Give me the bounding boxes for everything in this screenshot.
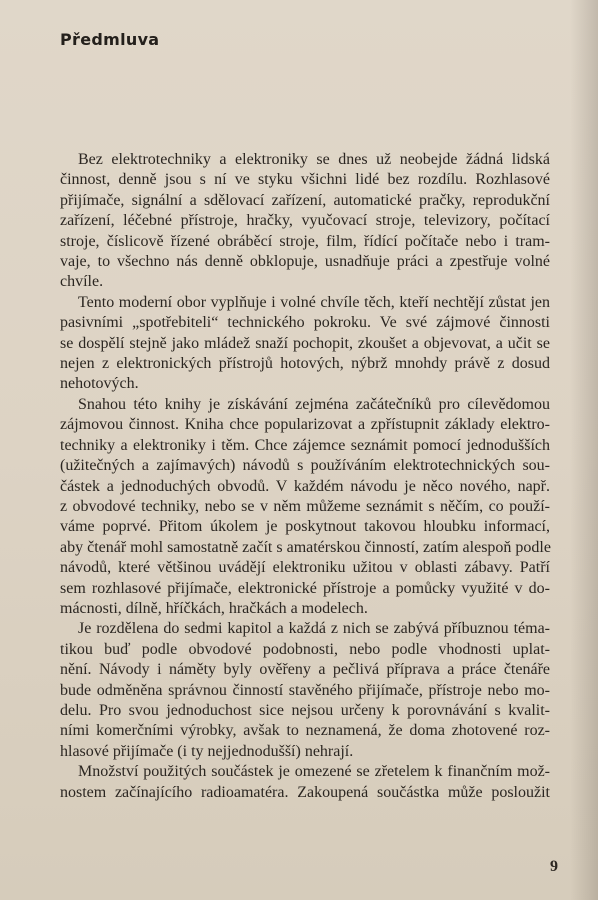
text-line: váme poprvé. Přitom úkolem je poskytnout takovou hloubku informací, <box>60 518 550 536</box>
text-line: vaje, to všechno nás denně obklopuje, usnadňuje práci a zpestřuje volné <box>60 253 550 271</box>
page-edge-shadow <box>570 0 598 900</box>
text-line: z obvodové techniky, nebo se v něm můžeme seznámit s něčím, co použí- <box>60 497 550 515</box>
text-line: bude odměněna správnou činností stavěného přijímače, přístroje nebo mo- <box>60 681 550 699</box>
text-line: Je rozdělena do sedmi kapitol a každá z nich se zabývá příbuznou téma- <box>78 620 550 638</box>
text-line: částek a jednoduchých obvodů. V každém návodu je něco nového, např. <box>60 477 550 495</box>
paragraph <box>60 293 550 395</box>
text-line: techniky a elektroniky i těm. Chce zájemce seznámit pomocí jednodušších <box>60 436 550 454</box>
text-line: návodů, které většinou uvádějí elektroniku užitou v oblasti zábavy. Patří <box>60 559 550 577</box>
text-line: aby čtenář mohl samostatně začít s amatérskou činností, zatím alespoň podle <box>60 538 551 556</box>
text-line: nejen z elektronických přístrojů hotových, nýbrž mnohdy právě z dosud <box>60 355 550 373</box>
text-line: ními komerčními výrobky, avšak to neznamená, že doma zhotovené roz- <box>60 722 550 740</box>
text-line: Tento moderní obor vyplňuje i volné chvíle těch, kteří nechtějí zůstat jen <box>78 293 550 311</box>
paragraph <box>60 150 550 293</box>
text-line: tikou buď podle obvodové podobnosti, nebo podle vhodnosti uplat- <box>60 640 550 658</box>
text-line: Bez elektrotechniky a elektroniky se dnes už neobejde žádná lidská <box>78 151 550 168</box>
text-line: mácnosti, dílně, hříčkách, hračkách a modelech. <box>60 599 368 617</box>
page-body <box>60 150 550 803</box>
paragraph <box>60 395 550 619</box>
page-heading: Předmluva <box>60 30 160 49</box>
text-line: delu. Pro svou jednoduchost sice nejsou určeny k porovnávání s kvalit- <box>60 701 550 719</box>
text-line: přijímače, signální a sdělovací zařízení, automatické pračky, reprodukční <box>60 191 550 209</box>
paragraph <box>60 619 550 762</box>
text-line: zařízení, léčebné přístroje, hračky, vyučovací stroje, televizory, počítací <box>60 212 550 230</box>
text-line: zájmovou činnost. Kniha chce popularizovat a zpřístupnit základy elektro- <box>60 416 550 434</box>
text-line: Snahou této knihy je získávání zejména začátečníků pro cílevědomou <box>78 395 550 413</box>
text-line: činnost, denně jsou s ní ve styku všichni lidé bez rozdílu. Rozhlasové <box>60 171 550 189</box>
text-line: stroje, číslicově řízené obráběcí stroje, film, řídící počítače nebo i tram- <box>60 232 550 250</box>
text-line: Množství použitých součástek je omezené se zřetelem k finančním mož- <box>78 763 550 781</box>
paragraph <box>60 762 550 803</box>
text-line: hlasové přijímače (i ty nejjednodušší) nehrají. <box>60 742 354 760</box>
text-line: nehotových. <box>60 375 139 393</box>
text-line: sem rozhlasové přijímače, elektronické přístroje a pomůcky využité v do- <box>60 579 550 597</box>
text-line: chvíle. <box>60 273 104 291</box>
text-line: pasivními „spotřebiteli“ technického pokroku. Ve své zájmové činnosti <box>60 314 550 332</box>
text-line: nostem začínajícího radioamatéra. Zakoupená součástka může posloužit <box>60 783 550 801</box>
text-line: se dospělí stejně jako mládež snaží pochopit, zkoušet a objevovat, a učit se <box>60 334 550 352</box>
page-number: 9 <box>550 858 558 875</box>
text-line: nění. Návody i náměty byly ověřeny a pečlivá příprava a práce čtenáře <box>60 661 550 679</box>
text-line: (užitečných a zajímavých) návodů s používáním elektrotechnických sou- <box>60 457 550 475</box>
